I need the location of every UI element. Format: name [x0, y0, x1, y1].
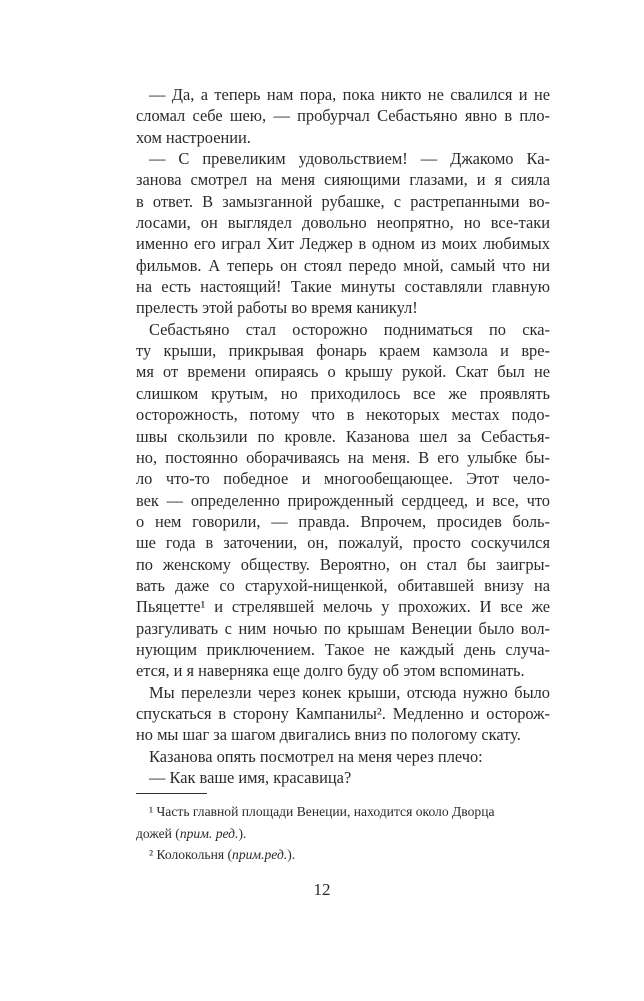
text-line: вать даже со старухой-нищенкой, обитавшей внизу на [136, 575, 550, 595]
editor-note: прим. ред. [179, 825, 239, 841]
text-line: Пьяцетте¹ и стрелявшей мелочь у прохожих. И все же [136, 597, 550, 617]
page-number: 12 [313, 880, 331, 899]
footnote-2 [136, 844, 550, 866]
text-line: ту крыши, прикрывая фонарь краем камзола и вре- [136, 341, 550, 361]
text-line: по женскому обществу. Вероятно, он стал бы заигры- [136, 554, 550, 574]
text-line: — Да, а теперь нам пора, пока никто не свалился и не [149, 85, 550, 104]
text-line: фильмов. А теперь он стоял передо мной, самый что ни [136, 255, 550, 275]
text-line: сломал себе шею, — пробурчал Себастьяно явно в пло- [136, 106, 550, 126]
text-line: Себастьяно стал осторожно подниматься по ска- [149, 319, 550, 339]
footnote-1-line-2 [136, 823, 550, 845]
footnote-text: ). [238, 825, 247, 841]
footnote-text: ² Колокольня ( [149, 847, 233, 862]
text-line: нующим приключением. Такое не каждый день случа- [136, 639, 550, 659]
footnote-divider [136, 793, 207, 794]
footnote-text: дожей ( [136, 825, 180, 841]
text-line: разгуливать с ним ночью по крышам Венеции было вол- [136, 618, 550, 638]
text-line: на есть настоящий! Такие минуты составляли главную [136, 277, 550, 297]
text-line: осторожность, потому что в некоторых местах подо- [136, 405, 550, 425]
text-line: ло что-то победное и многообещающее. Этот чело- [136, 469, 550, 489]
text-line: Мы перелезли через конек крыши, отсюда нужно было [149, 682, 550, 702]
text-line: — С превеликим удовольствием! — Джакомо Ка- [149, 149, 550, 169]
text-line: но мы шаг за шагом двигались вниз по пологому скату. [136, 725, 521, 745]
text-line: лосами, он выглядел довольно неопрятно, но все-таки [136, 213, 550, 233]
text-line: век — определенно прирожденный сердцеед, и все, что [136, 490, 550, 510]
text-line: спускаться в сторону Кампанилы². Медленно и осторож- [136, 703, 550, 723]
text-line: мя от времени опираясь о крышу рукой. Скат был не [136, 362, 550, 382]
text-line: именно его играл Хит Леджер в одном из моих любимых [136, 234, 550, 254]
text-line: — Как ваше имя, красавица? [149, 768, 352, 787]
text-line: в ответ. В замызганной рубашке, с растрепанными во- [136, 191, 550, 211]
text-line: прелесть этой работы во время каникул! [136, 298, 418, 318]
text-line: швы скользили по кровле. Казанова шел за Себастья- [136, 426, 550, 446]
text-line: Казанова опять посмотрел на меня через плечо: [149, 746, 483, 766]
text-line: о нем говорили, — правда. Впрочем, просидев боль- [136, 511, 550, 531]
text-line: ется, и я наверняка еще долго буду об этом вспоминать. [136, 661, 525, 681]
text-line: слишком крутым, но приходилось все же проявлять [136, 383, 550, 403]
footnote-text: ). [287, 847, 296, 862]
footnote-1-line-1: ¹ Часть главной площади Венеции, находится около Дворца [149, 804, 495, 819]
text-line: но, постоянно оборачиваясь на меня. В его улыбке бы- [136, 447, 550, 467]
text-line: ше года в заточении, он, пожалуй, просто соскучился [136, 533, 550, 553]
text-line: хом настроении. [136, 127, 251, 147]
footnotes [136, 801, 550, 866]
editor-note: прим.ред. [232, 847, 288, 862]
body-text [136, 84, 550, 788]
text-line: занова смотрел на меня сияющими глазами, и я сияла [136, 170, 550, 190]
